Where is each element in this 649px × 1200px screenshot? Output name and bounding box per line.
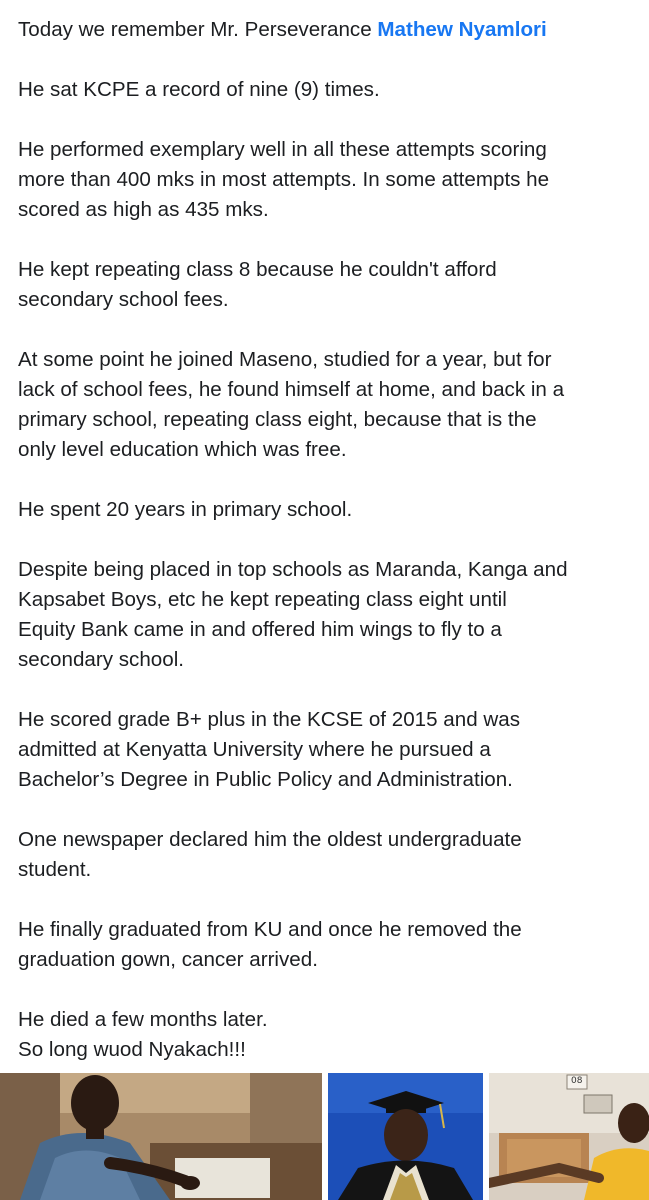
photo-student-writing-image <box>0 1073 322 1200</box>
post-paragraph: He died a few months later. So long wuod Nyakach!!! <box>18 1008 268 1061</box>
photo-strip <box>0 1073 649 1200</box>
post-body <box>18 0 642 1065</box>
post-paragraph: He performed exemplary well in all these attempts scoring more than 400 mks in most attempts. In some attempts he scored as high as 435 mks. <box>18 138 550 221</box>
photo-student-writing[interactable] <box>0 1073 322 1200</box>
post-paragraph: He finally graduated from KU and once he removed the graduation gown, cancer arrived. <box>18 918 522 971</box>
post-paragraph: One newspaper declared him the oldest undergraduate student. <box>18 828 522 881</box>
photo-graduation-image <box>328 1073 483 1200</box>
photo-graduation[interactable] <box>328 1073 483 1200</box>
post-paragraph: He spent 20 years in primary school. <box>18 498 353 521</box>
post-paragraph: He sat KCPE a record of nine (9) times. <box>18 78 380 101</box>
post-paragraph: Despite being placed in top schools as Maranda, Kanga and Kapsabet Boys, etc he kept repeating class eight until Equity Bank came in and offered him wings to fly to a secondary school. <box>18 558 568 671</box>
post-paragraph: He kept repeating class 8 because he couldn't afford secondary school fees. <box>18 258 497 311</box>
intro-text: Today we remember Mr. Perseverance <box>18 18 378 41</box>
photo-hospital[interactable] <box>489 1073 649 1200</box>
post-intro-line <box>18 15 642 45</box>
mention-link[interactable]: Mathew Nyamlori <box>377 18 547 41</box>
wall-sign-text: 08 <box>571 1076 583 1086</box>
photo-hospital-image <box>489 1073 649 1200</box>
post-paragraph: At some point he joined Maseno, studied for a year, but for lack of school fees, he found himself at home, and back in a primary school, repeating class eight, because that is the only level education which was free. <box>18 348 565 461</box>
post-paragraph: He scored grade B+ plus in the KCSE of 2015 and was admitted at Kenyatta University where he pursued a Bachelor’s Degree in Public Policy and Administration. <box>18 708 520 791</box>
